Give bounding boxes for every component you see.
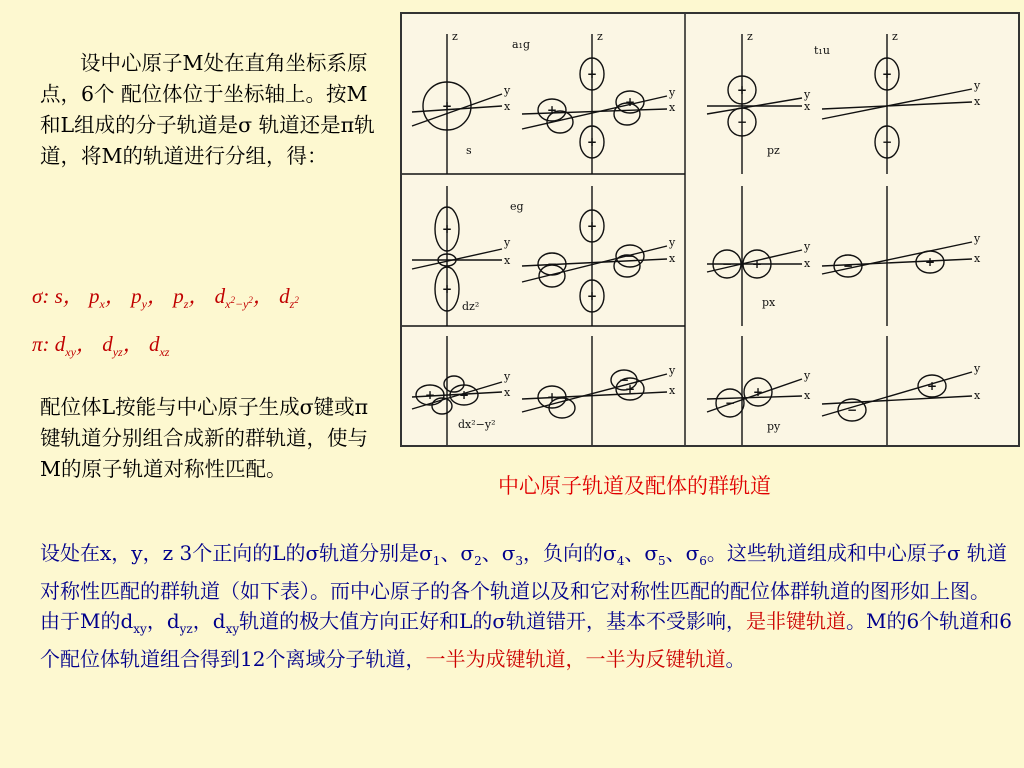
svg-text:+: + [586,135,598,149]
orbital-diagram [402,14,1018,445]
svg-text:y: y [974,79,981,92]
svg-text:y: y [504,84,511,97]
svg-text:+: + [458,388,470,402]
ligand-paragraph: 配位体L按能与中心原子生成σ键或π键轨道分别组合成新的群轨道，使与M的原子轨道对称性匹配。 [40,395,369,481]
svg-text:−: − [624,249,636,263]
svg-text:−: − [881,135,893,149]
svg-text:+: + [546,103,558,117]
svg-text:x: x [804,389,811,402]
svg-text:−: − [546,257,558,271]
label-py: py [767,420,781,433]
explanation-paragraph: 设处在x，y，z 3个正向的L的σ轨道分别是$\sigma_1$、$\sigma_2$、$\sigma_3$，负向的$\sigma_4$、$\sigma_5$、$\sigma_6$。这些轨道组成和中心原子σ 轨道对称性匹配的群轨道（如下表）。而中心原子的各个轨道以及和它对称性匹配的配位体群轨道的图形如上图。 由于M的$d_{xy}$，$d_{yz}$，$d_{xy}$轨道的极大值方向正好和L的σ轨道错开，基本不受影响，是非键轨道。M的6个轨道和6 个配位体轨道组合得到12个离域分子轨道，一半为成键轨道，一半为反键轨道。 [40,541,1012,671]
svg-text:y: y [504,370,511,383]
intro-text: 设中心原子M处在直角坐标系原点，6个 配位体位于坐标轴上。按M和L组成的分子轨道是σ 轨道还是π轨道，将M的轨道进行分组，得： [40,51,375,168]
svg-text:−: − [736,115,748,129]
svg-text:x: x [504,386,511,399]
svg-text:−: − [618,373,630,387]
label-pz: pz [767,144,780,157]
svg-text:+: + [624,95,636,109]
svg-text:+: + [752,385,764,399]
svg-text:x: x [669,252,676,265]
svg-text:−: − [721,257,733,271]
svg-text:+: + [881,67,893,81]
svg-text:y: y [669,86,676,99]
svg-text:−: − [724,396,736,410]
svg-text:+: + [751,257,763,271]
svg-text:y: y [974,232,981,245]
svg-text:x: x [804,100,811,113]
svg-text:y: y [804,88,811,101]
label-s: s [466,144,472,157]
svg-text:+: + [586,219,598,233]
label-dx2y2: dx²−y² [458,418,496,431]
svg-text:x: x [974,95,981,108]
label-a1g: a₁g [512,38,531,51]
svg-text:+: + [924,255,936,269]
svg-text:x: x [974,389,981,402]
svg-text:+: + [441,99,453,113]
svg-text:x: x [669,384,676,397]
svg-text:+: + [441,222,453,236]
svg-text:x: x [669,101,676,114]
svg-text:y: y [804,369,811,382]
svg-text:y: y [804,240,811,253]
intro-paragraph [40,48,380,172]
svg-text:+: + [424,388,436,402]
svg-text:+: + [441,282,453,296]
svg-text:x: x [804,257,811,270]
svg-text:z: z [597,30,603,43]
svg-text:x: x [504,100,511,113]
svg-text:−: − [846,403,858,417]
svg-text:x: x [504,254,511,267]
svg-text:y: y [974,362,981,375]
svg-text:+: + [586,289,598,303]
label-px: px [762,296,776,309]
svg-text:+: + [926,379,938,393]
svg-text:y: y [669,364,676,377]
label-t1u: t₁u [814,44,830,57]
svg-text:+: + [546,390,558,404]
bonding-highlight: 一半为成键轨道，一半为反键轨道 [425,647,726,671]
orbital-figure [400,12,1020,447]
sigma-group-formula: σ: s， $p_x$， $p_y$， $p_z$， $d_{x^2-y^2}$， $d_{z^2}$ [32,284,299,312]
svg-text:y: y [669,236,676,249]
svg-text:y: y [504,236,511,249]
pi-group-formula: π: $d_{xy}$， $d_{yz}$， $d_{xz}$ [32,332,170,360]
svg-text:−: − [842,259,854,273]
nonbonding-highlight: 是非键轨道 [746,609,847,633]
svg-text:+: + [736,83,748,97]
svg-text:+: + [586,67,598,81]
svg-text:+: + [624,382,636,396]
svg-text:x: x [974,252,981,265]
label-eg: eg [510,200,524,213]
figure-caption: 中心原子轨道及配体的群轨道 [498,474,771,498]
svg-text:z: z [892,30,898,43]
svg-text:z: z [747,30,753,43]
svg-text:z: z [452,30,458,43]
label-dz2: dz² [462,300,480,313]
